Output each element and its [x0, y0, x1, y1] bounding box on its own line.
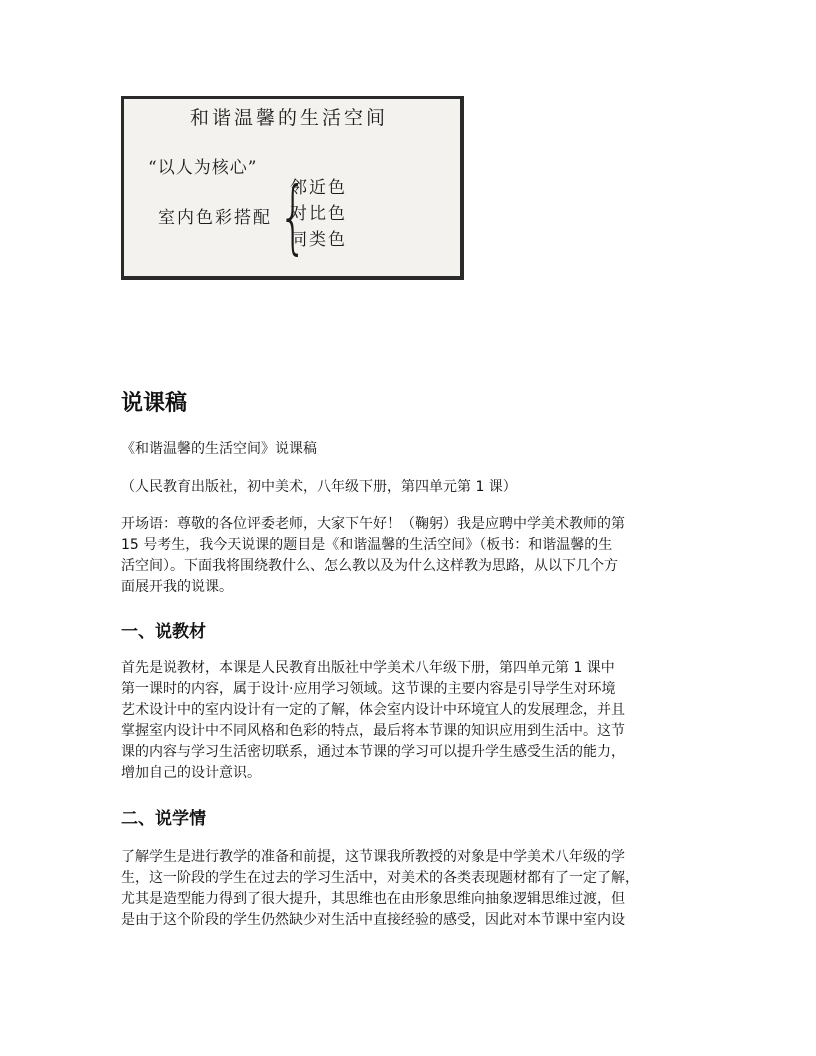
- text-line: 第一课时的内容，属于设计·应用学习领域。这节课的主要内容是引导学生对环境: [121, 681, 616, 697]
- text-line: 了解学生是进行教学的准备和前提，这节课我所教授的对象是中学美术八年级的学: [121, 849, 625, 865]
- section-heading: 二、说学情: [121, 809, 206, 829]
- text-line: 增加自己的设计意识。: [121, 765, 261, 781]
- publisher-info: （人民教育出版社，初中美术，八年级下册，第四单元第 1 课）: [121, 479, 517, 495]
- section-heading: 一、说教材: [121, 622, 206, 642]
- text-line: 掌握室内设计中不同风格和色彩的特点，最后将本节课的知识应用到生活中。这节: [121, 723, 625, 739]
- section1-paragraph: [121, 658, 709, 784]
- board-quote: “以人为核心”: [148, 158, 258, 178]
- board-color-list: [290, 175, 347, 253]
- text-line: 开场语：尊敬的各位评委老师，大家下午好！（鞠躬）我是应聘中学美术教师的第: [121, 516, 625, 532]
- text-line: 艺术设计中的室内设计有一定的了解，体会室内设计中环境宜人的发展理念，并且: [121, 702, 625, 718]
- board-item: 邻近色: [290, 178, 347, 198]
- text-line: 生，这一阶段的学生在过去的学习生活中，对美术的各类表现题材都有了一定了解，: [121, 870, 639, 886]
- board-item: 对比色: [290, 204, 347, 224]
- text-line: 首先是说教材，本课是人民教育出版社中学美术八年级下册，第四单元第 1 课中: [121, 660, 615, 676]
- intro-paragraph: [121, 514, 709, 598]
- board-term: 室内色彩搭配: [158, 208, 272, 228]
- section2-paragraph: [121, 847, 709, 931]
- text-line: 活空间）。下面我将围绕教什么、怎么教以及为什么这样教为思路，从以下几个方: [121, 558, 618, 574]
- text-line: 尤其是造型能力得到了很大提升，其思维也在由形象思维向抽象逻辑思维过渡，但: [121, 891, 625, 907]
- text-line: 是由于这个阶段的学生仍然缺少对生活中直接经验的感受，因此对本节课中室内设: [121, 912, 625, 928]
- board-writing: [124, 99, 460, 276]
- subtitle: 《和谐温馨的生活空间》说课稿: [121, 441, 317, 457]
- text-line: 面展开我的说课。: [121, 579, 233, 595]
- text-line: 课的内容与学习生活密切联系，通过本节课的学习可以提升学生感受生活的能力，: [121, 744, 625, 760]
- board-item: 同类色: [290, 230, 347, 250]
- blackboard-photo: [121, 96, 464, 280]
- board-brace: {: [279, 170, 307, 263]
- document-heading: 说课稿: [121, 391, 188, 416]
- board-title: 和谐温馨的生活空间: [190, 107, 389, 129]
- text-line: 15 号考生，我今天说课的题目是《和谐温馨的生活空间》（板书：和谐温馨的生: [121, 537, 613, 553]
